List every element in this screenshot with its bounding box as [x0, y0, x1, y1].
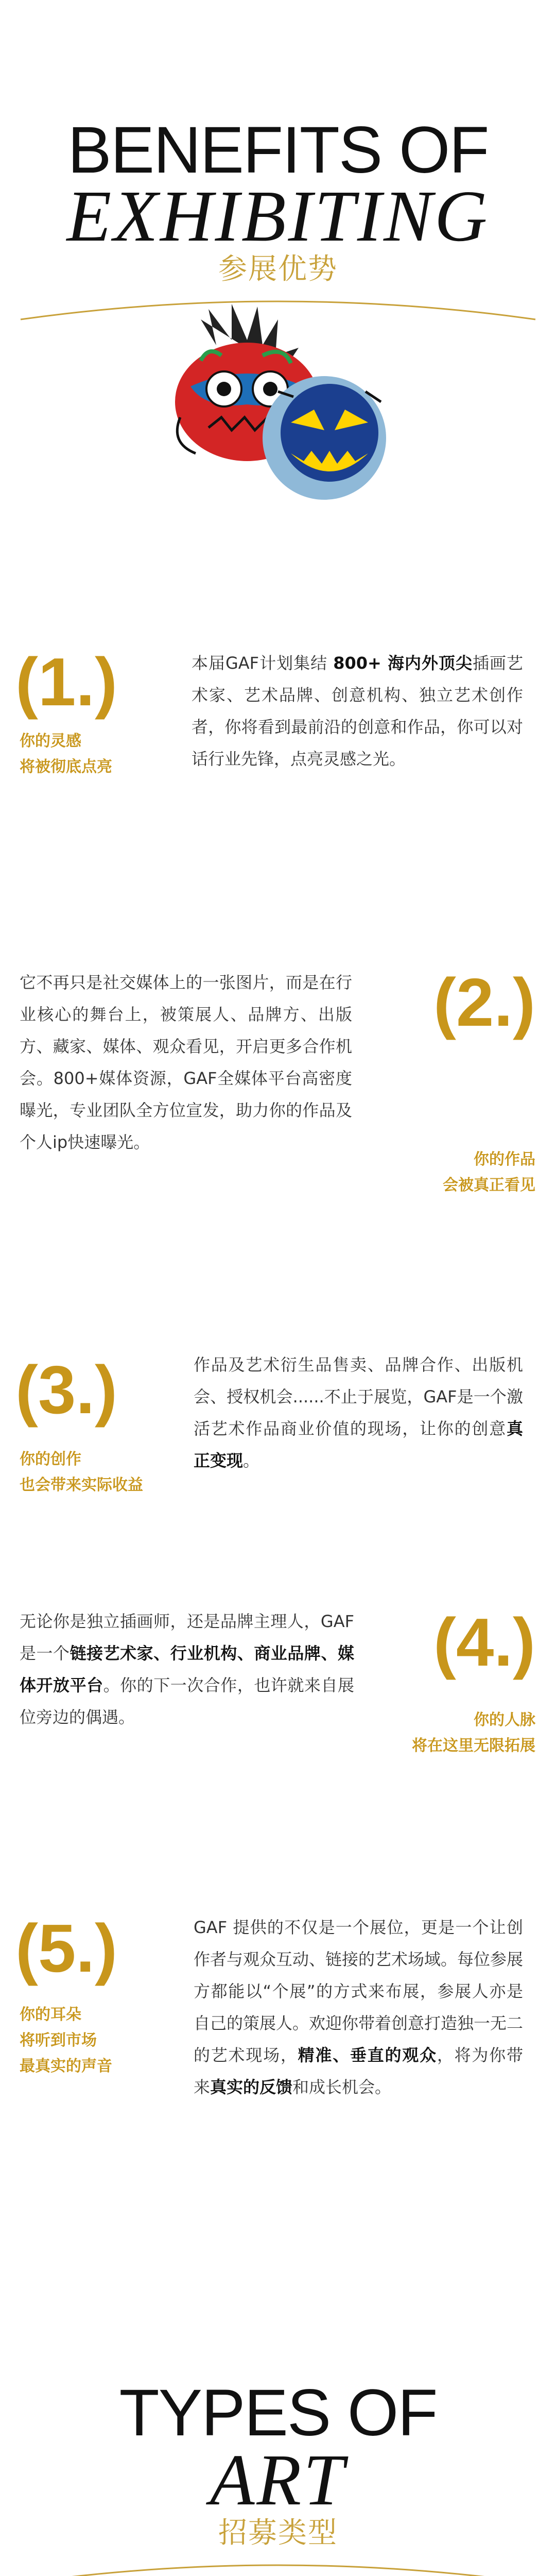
benefit-tag-line1: 你的创作: [20, 1450, 81, 1468]
gold-arc-divider: [0, 2552, 556, 2576]
benefits-heading-cn: 参展优势: [218, 252, 338, 286]
body-text: 插画艺术家、艺术品牌、创意机构、独立艺术创作者，你将看到最前沿的创意和作品，你可以对话行业先锋，点亮灵感之光。: [192, 653, 523, 769]
body-text: ，将为你带来: [194, 2045, 523, 2097]
highlight-text: 真正变现: [194, 1419, 523, 1470]
benefit-tag-line2: 将在这里无限拓展: [412, 1737, 535, 1755]
body-text: GAF 提供的不仅是一个展位，更是一个让创作者与观众互动、链接的艺术场域。每位参展方都能以“个展”的方式来布展，参展人亦是自己的策展人。欢迎你带着创意打造独一无二的艺术现场，: [194, 1918, 524, 2065]
body-text: 作品及艺术衍生品售卖、品牌合作、出版机会、授权机会......不止于展览，GAF是一个激活艺术作品商业价值的现场，让你的创意: [194, 1355, 523, 1438]
benefit-number: (5.): [15, 1910, 117, 1986]
benefit-paragraph: [20, 1605, 354, 1733]
highlight-text: 精准、垂直的观众: [298, 2045, 437, 2065]
body-text: 。你的下一次合作，也许就来自展位旁边的偶遇。: [20, 1675, 354, 1727]
benefit-number: (1.): [15, 644, 117, 720]
benefit-number: (2.): [433, 964, 535, 1040]
benefit-paragraph: [194, 1911, 523, 2103]
types-heading-line2: ART: [210, 2439, 346, 2520]
benefit-tag-line3: 最真实的声音: [20, 2057, 112, 2075]
benefit-tag-line1: 你的灵感: [20, 732, 81, 750]
benefit-tag-line2: 也会带来实际收益: [20, 1476, 143, 1494]
highlight-text: 800+ 海内外顶尖: [333, 653, 473, 673]
benefits-heading-line1: BENEFITS OF: [67, 113, 489, 187]
highlight-text: 链接艺术家、行业机构、商业品牌、媒体开放平台: [20, 1643, 354, 1695]
body-text: 本届GAF计划集结: [192, 653, 334, 673]
benefit-number: (4.): [433, 1604, 535, 1680]
types-heading-cn: 招募类型: [218, 2516, 338, 2550]
types-heading-line1: TYPES OF: [119, 2376, 437, 2450]
body-text: 它不再只是社交媒体上的一张图片，而是在行业核心的舞台上，被策展人、品牌方、出版方、藏家、媒体、观众看见，开启更多合作机会。800+媒体资源，GAF全媒体平台高密度曝光，专业团队全方位宣发，助力你的作品及个人ip快速曝光。: [20, 973, 352, 1152]
benefit-tag-line1: 你的耳朵: [20, 2006, 81, 2024]
highlight-text: 真实的反馈: [210, 2077, 293, 2097]
monster-illustration: [160, 299, 396, 515]
benefit-tag-line2: 将被彻底点亮: [20, 758, 112, 776]
benefit-paragraph: [194, 1349, 523, 1477]
benefit-tag-line1: 你的作品: [474, 1150, 535, 1168]
benefit-tag-line2: 会被真正看见: [443, 1176, 535, 1194]
benefit-number: (3.): [15, 1352, 117, 1428]
benefits-heading-line2: EXHIBITING: [66, 175, 490, 257]
body-text: 无论你是独立插画师，还是品牌主理人，GAF是一个: [20, 1612, 354, 1663]
body-text: 。: [243, 1451, 260, 1470]
benefit-tag-line2: 将听到市场: [20, 2031, 97, 2049]
benefit-tag-line1: 你的人脉: [474, 1711, 535, 1729]
benefit-paragraph: [192, 647, 523, 775]
benefit-paragraph: [20, 967, 352, 1158]
body-text: 和成长机会。: [292, 2077, 392, 2097]
